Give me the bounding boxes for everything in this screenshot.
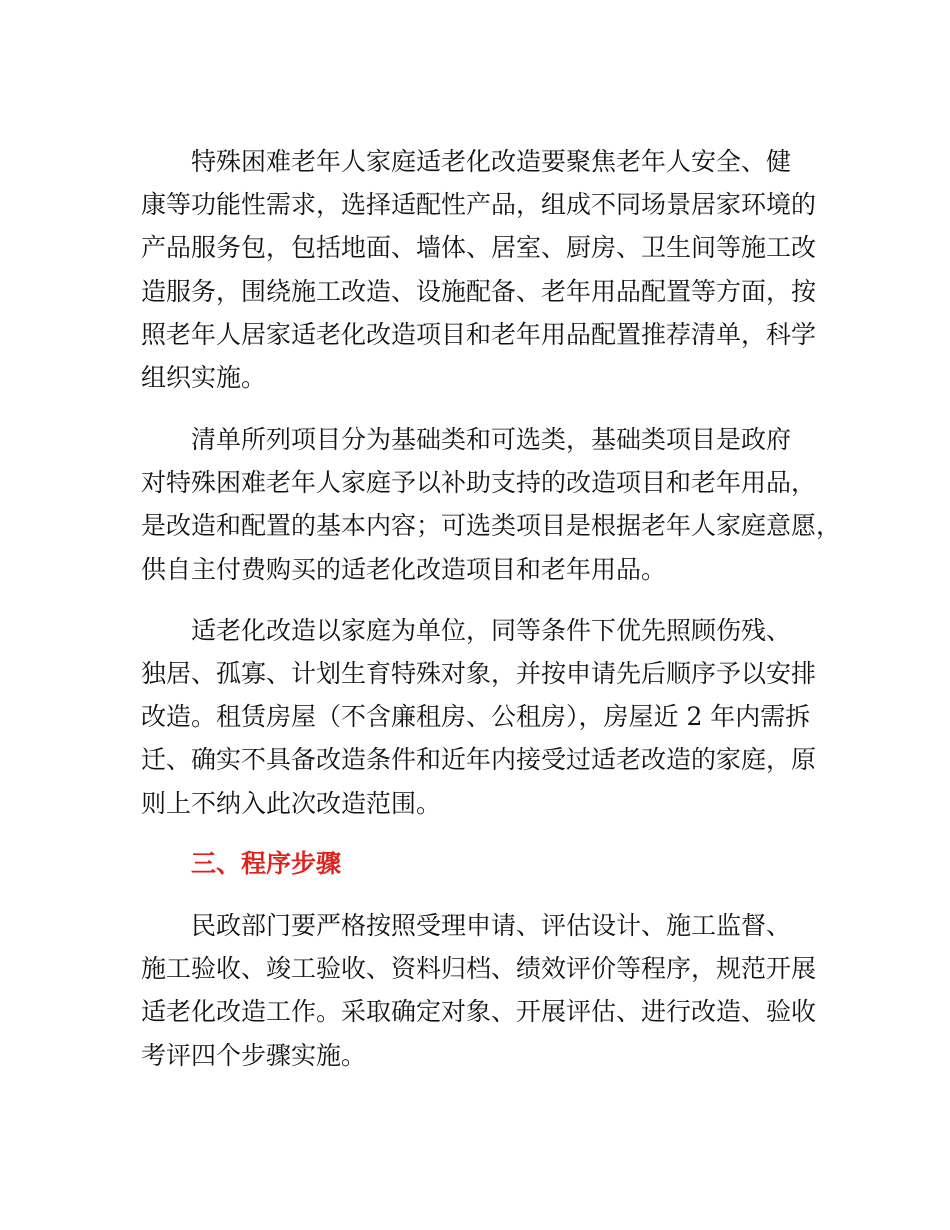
paragraph-line: 独居、孤寡、计划生育特殊对象，并按申请先后顺序予以安排 xyxy=(141,659,817,688)
paragraph-line: 产品服务包，包括地面、墙体、居室、厨房、卫生间等施工改 xyxy=(141,233,817,262)
paragraph-line: 迁、确实不具备改造条件和近年内接受过适老改造的家庭，原 xyxy=(141,745,817,774)
paragraph-line: 组织实施。 xyxy=(141,363,267,392)
paragraph-line: 施工验收、竣工验收、资料归档、绩效评价等程序，规范开展 xyxy=(141,954,817,983)
paragraph-line: 供自主付费购买的适老化改造项目和老年用品。 xyxy=(141,555,667,584)
paragraph-line: 特殊困难老年人家庭适老化改造要聚焦老年人安全、健 xyxy=(191,147,792,176)
paragraph-line: 民政部门要严格按照受理申请、评估设计、施工监督、 xyxy=(191,911,792,940)
paragraph-line: 考评四个步骤实施。 xyxy=(141,1041,367,1070)
paragraph-line: 则上不纳入此次改造范围。 xyxy=(141,789,442,818)
paragraph-line: 改造。租赁房屋（不含廉租房、公租房），房屋近 2 年内需拆 xyxy=(141,702,811,731)
paragraph-line: 康等功能性需求，选择适配性产品，组成不同场景居家环境的 xyxy=(141,190,817,219)
paragraph-line: 适老化改造以家庭为单位，同等条件下优先照顾伤残、 xyxy=(191,616,792,645)
paragraph-line: 照老年人居家适老化改造项目和老年用品配置推荐清单，科学 xyxy=(141,320,817,349)
paragraph-line: 清单所列项目分为基础类和可选类，基础类项目是政府 xyxy=(191,425,792,454)
paragraph-line: 适老化改造工作。采取确定对象、开展评估、进行改造、验收 xyxy=(141,997,817,1026)
paragraph-line: 对特殊困难老年人家庭予以补助支持的改造项目和老年用品， xyxy=(141,468,817,497)
section-heading: 三、程序步骤 xyxy=(191,849,342,878)
paragraph-line: 造服务，围绕施工改造、设施配备、老年用品配置等方面，按 xyxy=(141,277,817,306)
paragraph-line: 是改造和配置的基本内容；可选类项目是根据老年人家庭意愿， xyxy=(141,511,842,540)
